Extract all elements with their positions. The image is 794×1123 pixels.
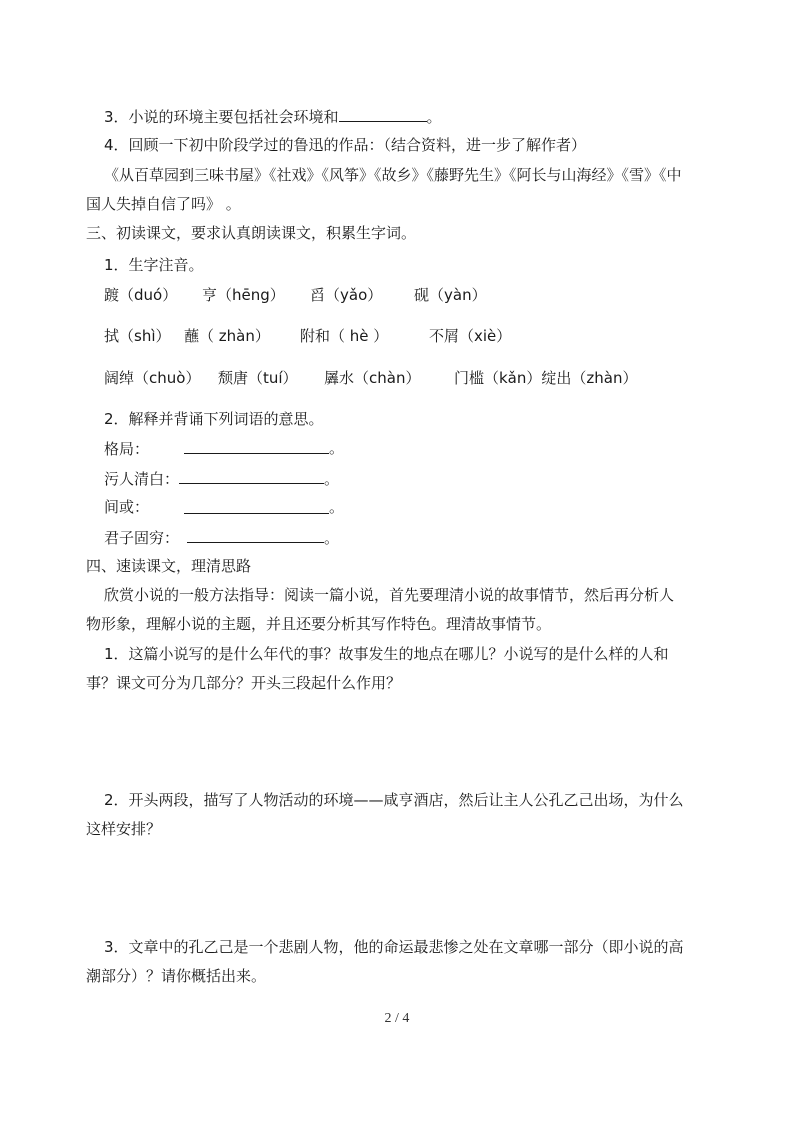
pinyin-item: 羼水（chàn） bbox=[324, 369, 421, 387]
pinyin-item: 不屑（xiè） bbox=[429, 327, 512, 345]
term-label: 君子固穷： bbox=[104, 529, 180, 547]
question-3-line-2: 潮部分）？请你概括出来。 bbox=[86, 967, 267, 985]
page-number: 2 / 4 bbox=[384, 1011, 410, 1026]
question-2-line-2: 这样安排？ bbox=[86, 820, 162, 838]
works-list-line-2: 国人失掉自信了吗》 。 bbox=[86, 195, 241, 213]
term-end-punct: 。 bbox=[324, 470, 340, 488]
term-end-punct: 。 bbox=[324, 529, 340, 547]
answer-blank[interactable] bbox=[339, 106, 427, 122]
answer-blank[interactable] bbox=[179, 468, 324, 484]
works-list-line-1: 《从百草园到三味书屋》《社戏》《风筝》《故乡》《藤野先生》《阿长与山海经》《雪》《中 bbox=[104, 166, 682, 184]
answer-blank[interactable] bbox=[187, 527, 324, 543]
pinyin-item: 亨（hēng） bbox=[202, 286, 285, 304]
term-geju bbox=[104, 438, 249, 459]
question-3-line-1: 3．文章中的孔乙己是一个悲剧人物，他的命运最悲惨之处在文章哪一部分（即小说的高 bbox=[104, 938, 684, 956]
pinyin-item: 踱（duó） bbox=[104, 286, 178, 304]
question-environment bbox=[104, 106, 442, 127]
pinyin-item: 颓唐（tuí） bbox=[218, 369, 298, 387]
term-label: 间或： bbox=[104, 498, 150, 516]
term-jianhuo bbox=[104, 497, 184, 517]
pinyin-item: 蘸（ zhàn） bbox=[184, 327, 270, 345]
term-end-punct: 。 bbox=[329, 439, 345, 457]
pinyin-instruction: 1．生字注音。 bbox=[104, 256, 204, 274]
pinyin-item: 阔绰（chuò） bbox=[104, 369, 201, 387]
section-4-heading: 四、速读课文，理清思路 bbox=[86, 557, 252, 575]
question-environment-text: 3．小说的环境主要包括社会环境和 bbox=[104, 108, 339, 126]
vocab-instruction: 2．解释并背诵下列词语的意思。 bbox=[104, 410, 324, 428]
method-intro-line-1: 欣赏小说的一般方法指导：阅读一篇小说，首先要理清小说的故事情节，然后再分析人 bbox=[104, 586, 675, 604]
question-end-punct: 。 bbox=[426, 108, 442, 126]
pinyin-item: 舀（yǎo） bbox=[310, 286, 383, 304]
term-junziguqiong bbox=[104, 527, 339, 548]
pinyin-item: 附和（ hè ） bbox=[300, 327, 389, 345]
question-1-line-1: 1．这篇小说写的是什么年代的事？故事发生的地点在哪儿？小说写的是什么样的人和 bbox=[104, 645, 669, 663]
term-end-punct: 。 bbox=[329, 498, 345, 516]
answer-blank[interactable] bbox=[184, 498, 329, 514]
term-label: 格局： bbox=[104, 440, 150, 458]
question-2-line-1: 2．开头两段，描写了人物活动的环境——咸亨酒店，然后让主人公孔乙己出场，为什么 bbox=[104, 791, 684, 809]
pinyin-item: 拭（shì） bbox=[104, 327, 171, 345]
pinyin-item: 门槛（kǎn）绽出（zhàn） bbox=[454, 369, 638, 387]
term-wurenqingbai bbox=[104, 468, 339, 489]
question-review-works: 4．回顾一下初中阶段学过的鲁迅的作品：（结合资料，进一步了解作者） bbox=[104, 136, 587, 154]
pinyin-item: 砚（yàn） bbox=[414, 286, 487, 304]
question-1-line-2: 事？课文可分为几部分？开头三段起什么作用？ bbox=[86, 674, 402, 692]
answer-blank[interactable] bbox=[184, 438, 329, 454]
method-intro-line-2: 物形象，理解小说的主题，并且还要分析其写作特色。理清故事情节。 bbox=[86, 615, 552, 633]
section-3-heading: 三、初读课文，要求认真朗读课文，积累生字词。 bbox=[86, 224, 417, 242]
term-label: 污人清白： bbox=[104, 470, 180, 488]
